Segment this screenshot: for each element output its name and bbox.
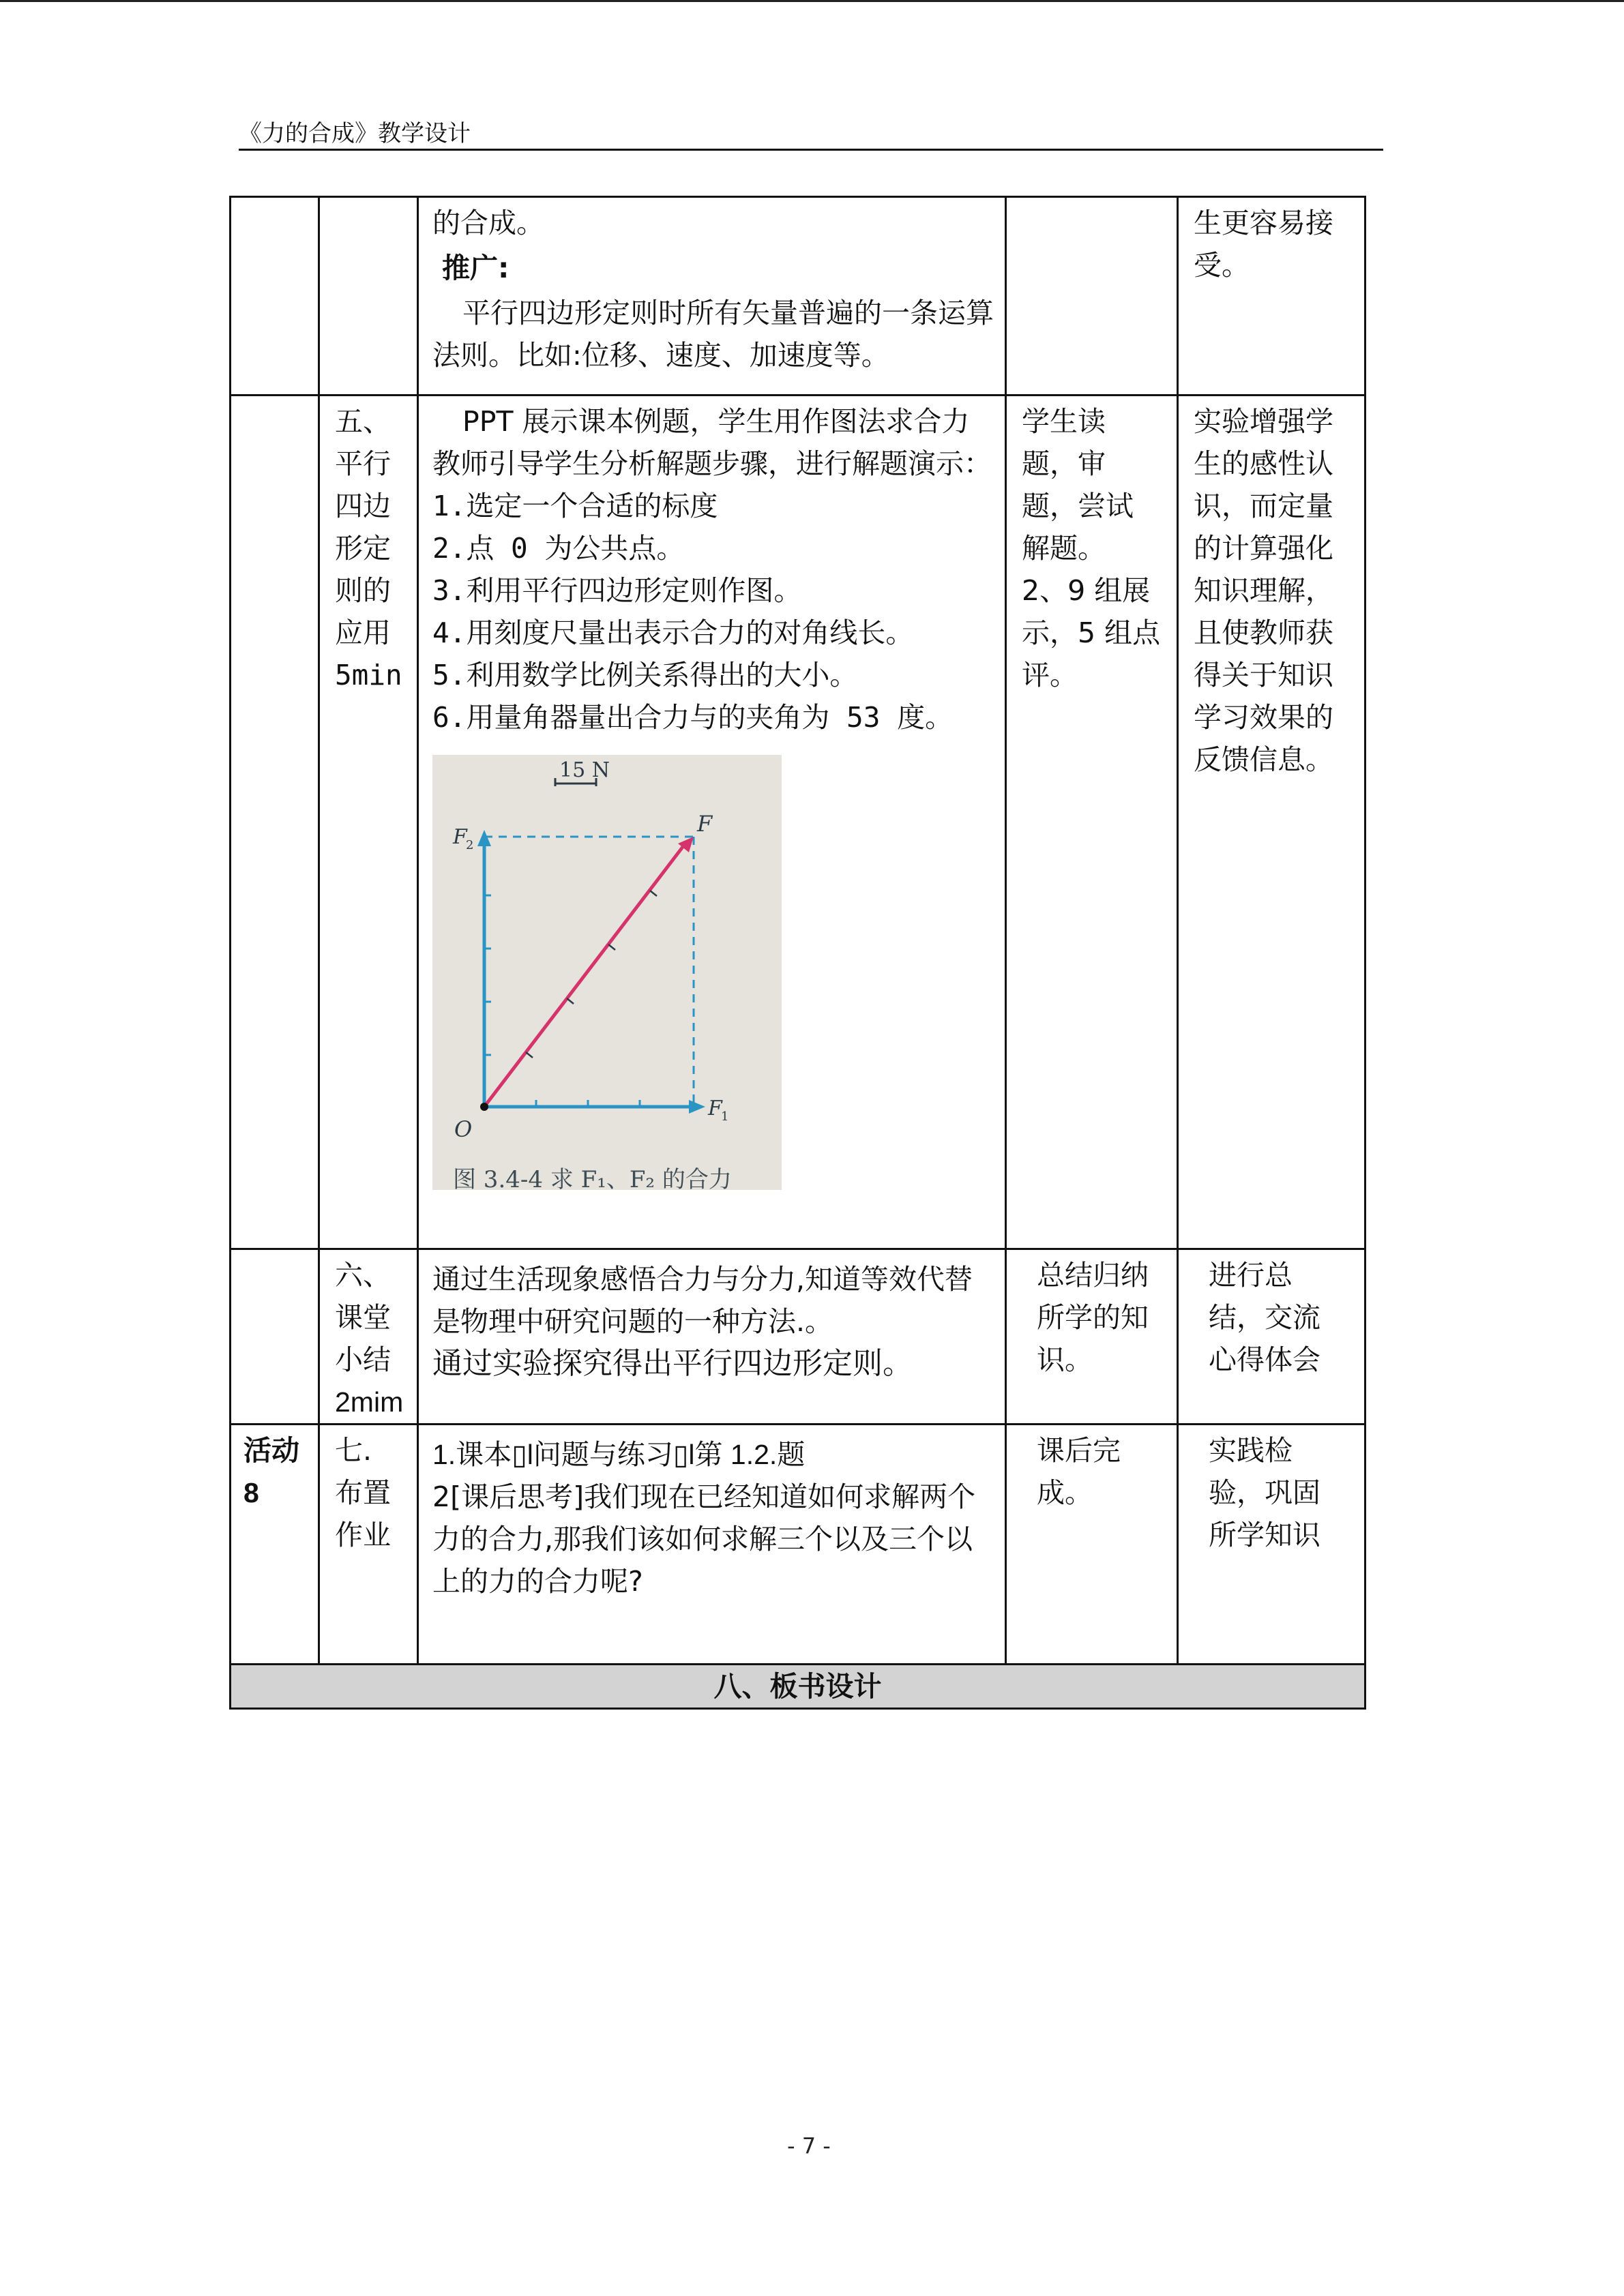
activity-cell xyxy=(231,1425,319,1665)
student-line: 学生读 xyxy=(1022,405,1106,438)
student-line: 识。 xyxy=(1037,1343,1093,1376)
activity-line: 8 xyxy=(243,1477,259,1508)
figure-caption: 图 3.4-4 求 F₁、F₂ 的合力 xyxy=(453,1166,732,1193)
table-row xyxy=(231,396,1365,1249)
intent-line: 受。 xyxy=(1194,249,1250,282)
stage-line: 六、 xyxy=(335,1259,391,1292)
label-o: O xyxy=(454,1116,473,1142)
resultant-tick xyxy=(567,998,574,1004)
stage-line: 七. xyxy=(335,1434,372,1467)
intent-line: 心得体会 xyxy=(1209,1343,1320,1376)
intent-line: 识，而定量 xyxy=(1194,490,1333,522)
table-row xyxy=(231,197,1365,396)
page-top-border xyxy=(0,0,1624,2)
stage-cell xyxy=(319,1425,418,1665)
intent-line: 得关于知识 xyxy=(1194,659,1333,691)
resultant-tick xyxy=(608,944,615,950)
intent-line: 实践检 xyxy=(1209,1434,1293,1467)
stage-line: 2mim xyxy=(335,1386,404,1418)
resultant-tick xyxy=(650,891,657,896)
content-cell xyxy=(418,396,1006,1249)
content-line: 的合成。 xyxy=(432,207,544,239)
label-f2: F xyxy=(453,825,467,849)
student-line: 总结归纳 xyxy=(1037,1259,1149,1292)
stage-line: 作业 xyxy=(335,1519,391,1551)
step-item: 5.利用数学比例关系得出的大小。 xyxy=(432,659,858,691)
content-cell xyxy=(418,197,1006,396)
student-line: 成。 xyxy=(1037,1476,1093,1509)
student-line: 2、9 组展 xyxy=(1022,574,1151,607)
intent-line: 验，巩固 xyxy=(1209,1476,1320,1509)
content-paragraph: 2[课后思考]我们现在已经知道如何求解两个力的合力,那我们该如何求解三个以及三个以上的力的合力呢? xyxy=(432,1480,976,1598)
intent-line: 生更容易接 xyxy=(1194,207,1333,239)
table-row xyxy=(231,1425,1365,1665)
label-f2-subscript: 2 xyxy=(466,838,474,852)
content-cell xyxy=(418,1425,1006,1665)
student-line: 题，审 xyxy=(1022,447,1106,480)
lesson-table xyxy=(229,196,1366,1710)
header-rule xyxy=(239,149,1383,151)
intent-line: 实验增强学 xyxy=(1194,405,1333,438)
activity-cell xyxy=(231,197,319,396)
content-cell xyxy=(418,1249,1006,1425)
content-heading: 推广: xyxy=(442,252,510,284)
step-item: 2.点 0 为公共点。 xyxy=(432,532,685,565)
student-cell xyxy=(1006,396,1178,1249)
intent-line: 知识理解， xyxy=(1194,574,1333,607)
intent-cell xyxy=(1178,1249,1365,1425)
board-design-label: 八、板书设计 xyxy=(231,1665,1365,1709)
intent-line: 的计算强化 xyxy=(1194,532,1333,565)
content-paragraph: 通过实验探究得出平行四边形定则。 xyxy=(432,1346,913,1381)
stage-cell xyxy=(319,1249,418,1425)
intent-line: 生的感性认 xyxy=(1194,447,1333,480)
parallelogram-diagram xyxy=(432,755,782,1190)
stage-line: 平行 xyxy=(335,447,391,480)
label-f1: F xyxy=(708,1097,722,1120)
page-header-title: 《力的合成》教学设计 xyxy=(239,120,471,147)
student-cell xyxy=(1006,1249,1178,1425)
board-design-row xyxy=(231,1665,1365,1709)
step-item: 1.选定一个合适的标度 xyxy=(432,490,718,522)
stage-line: 5min xyxy=(335,659,402,691)
student-line: 评。 xyxy=(1022,659,1078,691)
intent-cell xyxy=(1178,1425,1365,1665)
step-item: 4.用刻度尺量出表示合力的对角线长。 xyxy=(432,616,914,649)
intent-line: 反馈信息。 xyxy=(1194,743,1333,776)
stage-line: 布置 xyxy=(335,1476,391,1509)
label-f: F xyxy=(697,811,713,837)
f2-arrowhead xyxy=(477,830,491,846)
content-paragraph: 通过生活现象感悟合力与分力,知道等效代替是物理中研究问题的一种方法.。 xyxy=(432,1263,973,1338)
student-line: 题，尝试 xyxy=(1022,490,1134,522)
f1-arrowhead xyxy=(689,1100,705,1114)
student-line: 课后完 xyxy=(1037,1434,1121,1467)
intent-cell xyxy=(1178,197,1365,396)
stage-line: 形定 xyxy=(335,532,391,565)
stage-line: 四边 xyxy=(335,490,391,522)
origin-point xyxy=(480,1103,488,1111)
student-line: 所学的知 xyxy=(1037,1301,1149,1334)
activity-line: 活动 xyxy=(243,1435,299,1466)
content-paragraph: 平行四边形定则时所有矢量普遍的一条运算法则。比如:位移、速度、加速度等。 xyxy=(432,297,994,372)
student-line: 示，5 组点 xyxy=(1022,616,1161,649)
intent-line: 进行总 xyxy=(1209,1259,1293,1292)
intent-line: 且使教师获 xyxy=(1194,616,1333,649)
force-composition-figure xyxy=(432,755,782,1193)
stage-line: 则的 xyxy=(335,574,391,607)
activity-cell xyxy=(231,396,319,1249)
table-row xyxy=(231,1249,1365,1425)
activity-cell xyxy=(231,1249,319,1425)
student-cell xyxy=(1006,1425,1178,1665)
intent-cell xyxy=(1178,396,1365,1249)
stage-cell xyxy=(319,197,418,396)
page-number: - 7 - xyxy=(787,2133,831,2159)
scale-label: 15 N xyxy=(559,758,610,782)
stage-line: 五、 xyxy=(335,405,391,438)
intent-line: 结，交流 xyxy=(1209,1301,1320,1334)
label-f1-subscript: 1 xyxy=(721,1109,729,1124)
intent-line: 学习效果的 xyxy=(1194,701,1333,734)
student-cell xyxy=(1006,197,1178,396)
resultant-vector xyxy=(484,844,685,1107)
content-line: 1.课本▯l问题与练习▯l第 1.2.题 xyxy=(432,1439,806,1470)
student-line: 解题。 xyxy=(1022,532,1106,565)
stage-cell xyxy=(319,396,418,1249)
stage-line: 课堂 xyxy=(335,1301,391,1334)
step-item: 6.用量角器量出合力与的夹角为 53 度。 xyxy=(432,701,954,734)
resultant-tick xyxy=(526,1052,533,1058)
intent-line: 所学知识 xyxy=(1209,1519,1320,1551)
content-intro: PPT 展示课本例题，学生用作图法求合力教师引导学生分析解题步骤，进行解题演示： xyxy=(432,405,992,480)
stage-line: 应用 xyxy=(335,616,391,649)
stage-line: 小结 xyxy=(335,1343,391,1376)
step-item: 3.利用平行四边形定则作图。 xyxy=(432,574,802,607)
